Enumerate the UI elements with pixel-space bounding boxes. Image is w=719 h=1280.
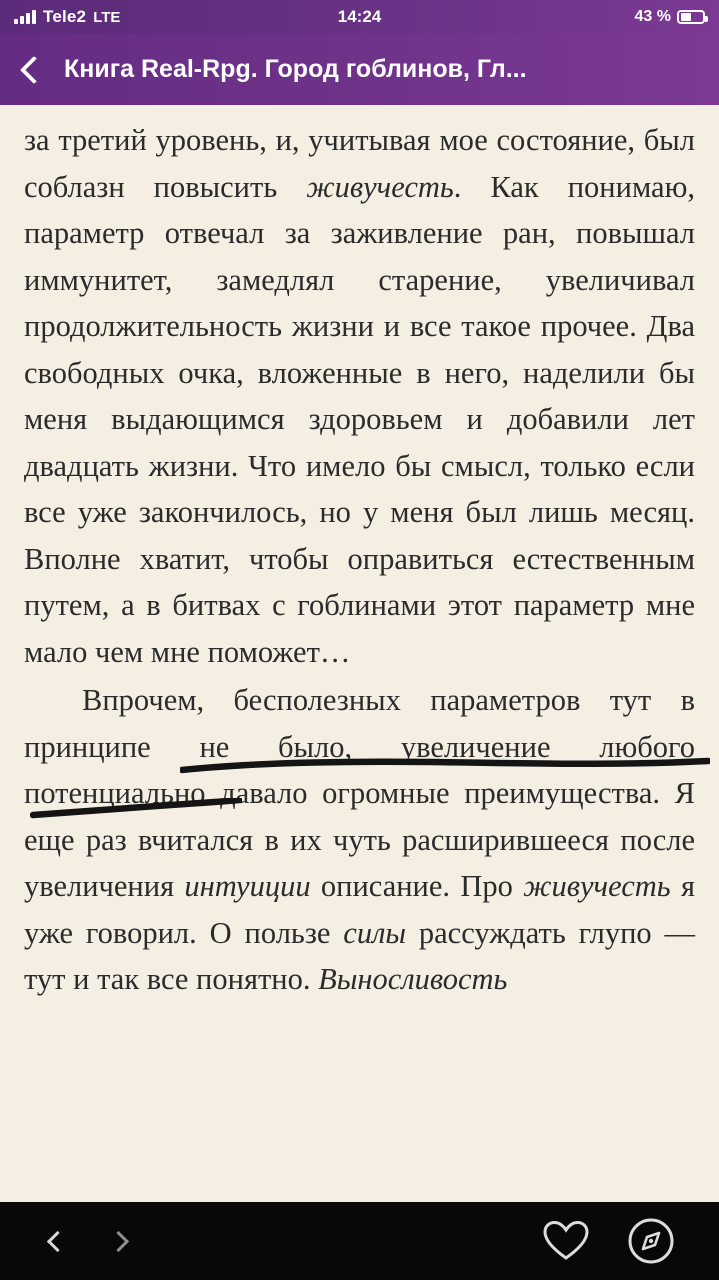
battery-icon xyxy=(677,10,705,24)
battery-percent-label: 43 % xyxy=(634,8,671,25)
clock-label: 14:24 xyxy=(337,7,382,26)
chevron-left-icon xyxy=(20,55,48,83)
paragraph-2-italic-1: интуиции xyxy=(184,869,311,903)
paragraph-1 xyxy=(24,117,695,675)
paragraph-2-text-d: рассуждать глупо — тут и так все понятно. xyxy=(24,915,696,996)
chevron-left-icon[interactable] xyxy=(47,1230,68,1251)
compass-icon[interactable] xyxy=(627,1217,675,1265)
bottom-bar xyxy=(0,1202,719,1280)
paragraph-2-italic-4: Выносливость xyxy=(318,962,508,996)
paragraph-2-italic-3: силы xyxy=(343,915,407,950)
paragraph-2-text-b: описание. Про xyxy=(310,869,524,903)
status-bar-right xyxy=(635,8,705,26)
paragraph-2-text-c: я уже говорил. О пользе xyxy=(24,869,695,950)
chevron-right-icon[interactable] xyxy=(108,1230,129,1251)
bottom-actions-group xyxy=(543,1217,719,1265)
paragraph-2-italic-2: живучесть xyxy=(523,869,671,903)
status-bar-left xyxy=(14,7,120,27)
heart-icon[interactable] xyxy=(543,1220,589,1262)
paragraph-2-text-a: Впрочем, бесполезных параметров тут в принципе не было, увеличение любого потенциально давало огромные преимущества. Я еще раз вчитался в их чуть расширившееся после увеличения xyxy=(24,683,695,903)
network-type-label: LTE xyxy=(93,8,121,26)
page-title: Книга Real-Rpg. Город гоблинов, Гл... xyxy=(64,55,527,83)
reader-content[interactable] xyxy=(0,105,719,1202)
paragraph-1-text-b: . Как понимаю, параметр отвечал за заживление ран, повышал иммунитет, замедлял старение, увеличивал продолжительность жизни и все такое прочее. Два свободных очка, вложенные в него, наделили бы меня выдающимся здоровьем и добавили лет двадцать жизни. Что имело бы смысл, только если все уже закончилось, но у меня был лишь месяц. Вполне хватит, чтобы оправиться естественным путем, а в битвах с гоблинами этот параметр мне мало чем мне поможет… xyxy=(24,169,695,669)
paragraph-1-italic-1: живучесть xyxy=(306,169,454,204)
carrier-label: Tele2 xyxy=(43,7,87,26)
app-bar xyxy=(0,34,719,105)
paragraph-2 xyxy=(24,677,695,1003)
paragraph-1-text-a: за третий уровень, и, учитывая мое состояние, был соблазн повысить xyxy=(24,123,695,204)
status-bar xyxy=(0,0,719,34)
bottom-nav-group xyxy=(0,1234,126,1249)
back-button[interactable] xyxy=(8,44,60,96)
signal-bars-icon xyxy=(14,10,36,24)
